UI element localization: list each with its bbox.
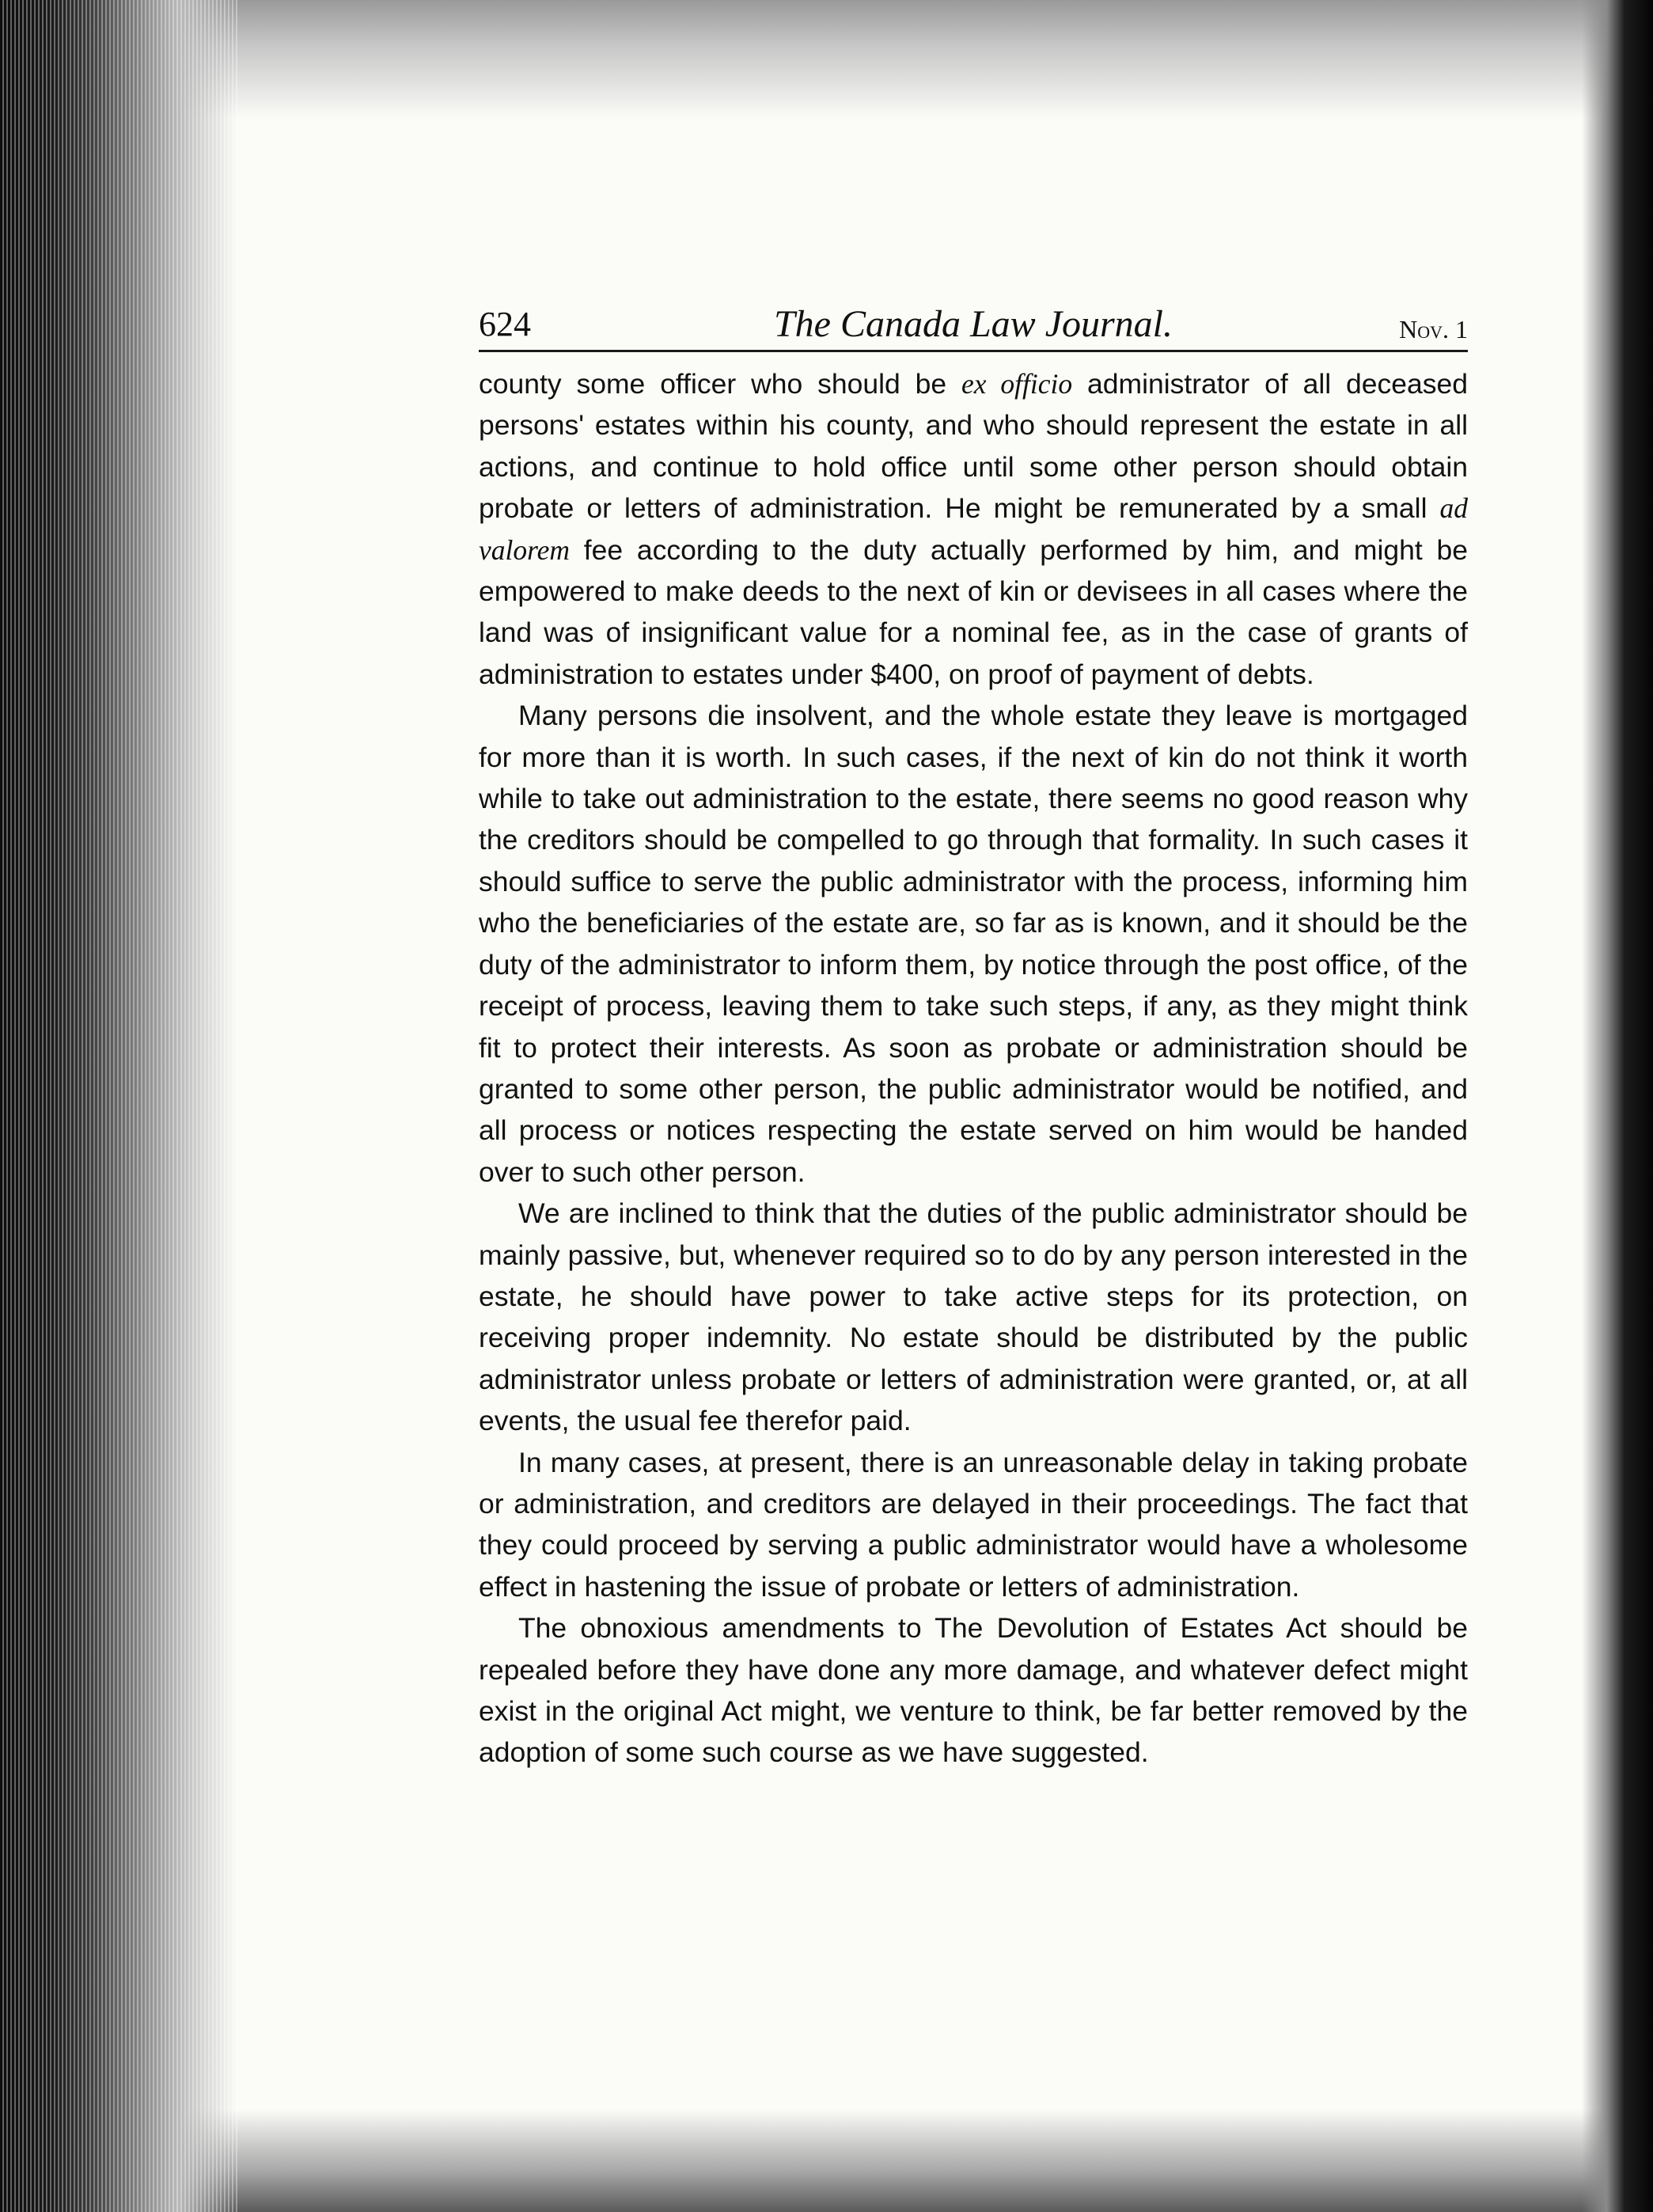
paragraph-1-italic-ex-officio: ex officio <box>961 368 1073 400</box>
issue-date: Nov. 1 <box>1399 315 1468 343</box>
paragraph-1-part-b: administrator of all deceased persons' estates within his county, and who should represent the estate in all actions, and continue to hold office until some other person should obtain probate or letters of administration. <box>479 368 1468 525</box>
paragraph-1-part-a: county some officer who should be <box>479 368 962 400</box>
article-body <box>479 363 1468 1774</box>
running-head <box>479 301 1468 352</box>
paragraph-1-part-c: He might be remunerated by a small <box>932 492 1440 525</box>
scan-right-edge <box>1582 0 1653 2212</box>
paragraph-1-part-d: fee according to the duty actually performed by him, and might be empowered to make deeds to the next of kin or devisees in all cases where the land was of insignificant value for a nominal fee, as in the case of grants of administration to estates under $400, on proof of payment of debts. <box>479 533 1468 690</box>
scan-top-edge <box>0 0 1653 119</box>
scan-bottom-edge <box>0 2109 1653 2212</box>
paragraph-2: Many persons die insolvent, and the whole estate they leave is mortgaged for more than it is worth. In such cases, if the next of kin do not think it worth while to take out administration to the estate, there seems no good reason why the creditors should be compelled to go through that formality. In such cases it should suffice to serve the public administrator with the process, informing him who the beneficiaries of the estate are, so far as is known, and it should be the duty of the administrator to inform them, by notice through the post office, of the receipt of process, leaving them to take such steps, if any, as they might think fit to protect their interests. As soon as probate or administration should be granted to some other person, the public administrator would be notified, and all process or notices respecting the estate served on him would be handed over to such other person. <box>479 700 1468 1188</box>
binding-gutter <box>0 0 237 2212</box>
paragraph-4: In many cases, at present, there is an unreasonable delay in taking probate or administration, and creditors are delayed in their proceedings. The fact that they could proceed by serving a public administrator would have a wholesome effect in hastening the issue of probate or letters of administration. <box>479 1446 1468 1603</box>
paragraph-5: The obnoxious amendments to The Devolution of Estates Act should be repealed before they have done any more damage, and whatever defect might exist in the original Act might, we venture to think, be far better removed by the adoption of some such course as we have suggested. <box>479 1612 1468 1769</box>
paragraph-1-italic-ad-valorem: ad valorem <box>479 492 1468 566</box>
page-number: 624 <box>479 305 531 343</box>
paragraph-1 <box>479 363 1468 695</box>
page-content <box>479 301 1468 1774</box>
journal-title: The Canada Law Journal. <box>773 303 1173 345</box>
paragraph-3: We are inclined to think that the duties of the public administrator should be mainly passive, but, whenever required so to do by any person interested in the estate, he should have power to take active steps for its protection, on receiving proper indemnity. No estate should be distributed by the public administrator unless probate or letters of administration were granted, or, at all events, the usual fee therefor paid. <box>479 1197 1468 1437</box>
